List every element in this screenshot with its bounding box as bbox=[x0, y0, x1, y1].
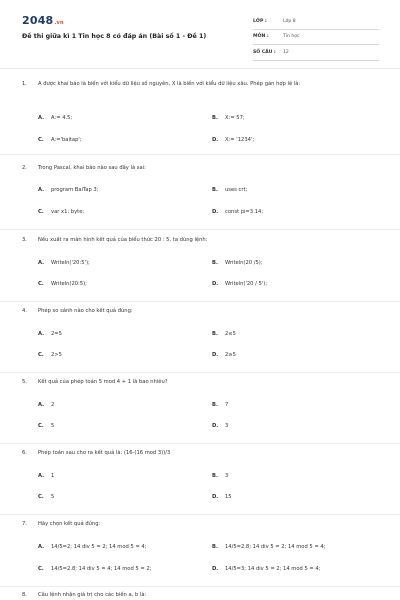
option-label: C. bbox=[38, 423, 44, 429]
option-text: X:= '1234'; bbox=[225, 137, 255, 143]
option-c[interactable] bbox=[38, 423, 54, 429]
option-b[interactable] bbox=[212, 260, 263, 266]
option-b[interactable] bbox=[212, 331, 236, 337]
question-number: 2. bbox=[22, 165, 27, 171]
question-7 bbox=[22, 521, 378, 572]
exam-title: Đề thi giữa kì 1 Tin học 8 có đáp án (Bài số 1 - Đề 1) bbox=[22, 33, 207, 40]
option-text: 2>5 bbox=[51, 352, 62, 358]
question-divider bbox=[0, 586, 400, 587]
meta-label: LỚP : bbox=[253, 18, 267, 24]
question-1 bbox=[22, 81, 378, 143]
option-text: Writeln(20 /5); bbox=[225, 260, 263, 266]
question-3 bbox=[22, 237, 378, 287]
option-text: Writeln('20:5'); bbox=[51, 260, 90, 266]
logo-text: 2048 bbox=[22, 14, 54, 27]
header-divider bbox=[0, 68, 400, 69]
option-text: Writeln(20:5); bbox=[51, 281, 87, 287]
page-header bbox=[0, 0, 400, 62]
option-b[interactable] bbox=[212, 544, 325, 550]
option-text: 2≥5 bbox=[225, 352, 236, 358]
option-label: A. bbox=[38, 187, 45, 193]
option-d[interactable] bbox=[212, 494, 232, 500]
option-d[interactable] bbox=[212, 352, 236, 358]
question-number: 3. bbox=[22, 237, 27, 243]
question-text: Phép toán sau cho ra kết quả là: (16-(16 mod 3))/3 bbox=[38, 450, 171, 456]
question-text: A được khai báo là biến với kiểu dữ liệu số nguyên, X là biến với kiểu dữ liệu xâu. Phép gán hợp lệ là: bbox=[38, 81, 301, 87]
meta-value: 12 bbox=[283, 49, 289, 55]
option-label: B. bbox=[212, 402, 218, 408]
option-label: A. bbox=[38, 544, 45, 550]
meta-count-row bbox=[253, 45, 379, 61]
option-text: 1 bbox=[51, 473, 55, 479]
option-a[interactable] bbox=[38, 473, 54, 479]
option-label: D. bbox=[212, 566, 219, 572]
question-number: 4. bbox=[22, 308, 27, 314]
option-d[interactable] bbox=[212, 209, 263, 215]
question-number: 7. bbox=[22, 521, 27, 527]
question-divider bbox=[0, 443, 400, 444]
meta-value: Lớp 8 bbox=[283, 18, 296, 24]
option-c[interactable] bbox=[38, 566, 151, 572]
option-text: X:= 57; bbox=[225, 115, 245, 121]
option-b[interactable] bbox=[212, 187, 247, 193]
option-b[interactable] bbox=[212, 402, 228, 408]
option-text: 14/5=2.8; 14 div 5 = 2; 14 mod 5 = 4; bbox=[225, 544, 326, 550]
option-b[interactable] bbox=[212, 115, 245, 121]
option-a[interactable] bbox=[38, 187, 98, 193]
option-a[interactable] bbox=[38, 331, 62, 337]
question-text: Phép so sánh nào cho kết quả đúng: bbox=[38, 308, 133, 314]
logo-domain: .vn bbox=[54, 20, 64, 26]
option-text: 3 bbox=[225, 423, 229, 429]
option-label: A. bbox=[38, 115, 45, 121]
option-text: 7 bbox=[225, 402, 229, 408]
option-text: 14/5=2.8; 14 div 5 = 4; 14 mod 5 = 2; bbox=[51, 566, 152, 572]
question-divider bbox=[0, 301, 400, 302]
option-text: 5 bbox=[51, 494, 55, 500]
question-text: Trong Pascal, khai báo nào sau đây là sai: bbox=[38, 165, 146, 171]
option-a[interactable] bbox=[38, 544, 146, 550]
option-text: 2≤5 bbox=[225, 331, 236, 337]
option-b[interactable] bbox=[212, 473, 228, 479]
option-text: 5 bbox=[51, 423, 55, 429]
question-number: 6. bbox=[22, 450, 27, 456]
option-c[interactable] bbox=[38, 281, 87, 287]
option-text: 14/5=2; 14 div 5 = 2; 14 mod 5 = 4; bbox=[51, 544, 147, 550]
option-text: uses crt; bbox=[225, 187, 248, 193]
option-text: var x1: byte; bbox=[51, 209, 85, 215]
option-text: 2=5 bbox=[51, 331, 62, 337]
option-label: B. bbox=[212, 187, 218, 193]
option-text: 3 bbox=[225, 473, 229, 479]
option-c[interactable] bbox=[38, 209, 84, 215]
option-text: 2 bbox=[51, 402, 55, 408]
option-label: C. bbox=[38, 566, 44, 572]
question-4 bbox=[22, 308, 378, 358]
option-label: A. bbox=[38, 473, 45, 479]
option-label: A. bbox=[38, 260, 45, 266]
option-label: B. bbox=[212, 115, 218, 121]
question-text: Nếu xuất ra màn hình kết quả của biểu thức 20 : 5, ta dùng lệnh: bbox=[38, 237, 208, 243]
option-a[interactable] bbox=[38, 402, 54, 408]
option-d[interactable] bbox=[212, 423, 228, 429]
option-a[interactable] bbox=[38, 115, 72, 121]
option-text: A:= 4.5; bbox=[51, 115, 73, 121]
option-text: Writeln('20 / 5'); bbox=[225, 281, 268, 287]
question-6 bbox=[22, 450, 378, 500]
question-divider bbox=[0, 372, 400, 373]
option-text: A:='baitap'; bbox=[51, 137, 82, 143]
option-label: D. bbox=[212, 352, 219, 358]
option-label: D. bbox=[212, 281, 219, 287]
option-label: B. bbox=[212, 331, 218, 337]
question-text: Hãy chọn kết quả đúng: bbox=[38, 521, 101, 527]
meta-label: MÔN : bbox=[253, 34, 269, 40]
site-logo[interactable] bbox=[22, 14, 64, 27]
question-divider bbox=[0, 514, 400, 515]
option-label: B. bbox=[212, 544, 218, 550]
question-number: 5. bbox=[22, 379, 27, 385]
option-label: A. bbox=[38, 402, 45, 408]
meta-label: SỐ CÂU : bbox=[253, 49, 276, 55]
option-label: D. bbox=[212, 423, 219, 429]
option-d[interactable] bbox=[212, 281, 267, 287]
option-label: C. bbox=[38, 281, 44, 287]
option-a[interactable] bbox=[38, 260, 90, 266]
option-label: B. bbox=[212, 473, 218, 479]
option-label: A. bbox=[38, 331, 45, 337]
question-8 bbox=[22, 592, 378, 600]
option-text: program BaiTap 3; bbox=[51, 187, 99, 193]
question-5 bbox=[22, 379, 378, 429]
option-label: D. bbox=[212, 137, 219, 143]
question-number: 1. bbox=[22, 81, 27, 87]
question-text: Câu lệnh nhận giá trị cho các biến a, b là: bbox=[38, 592, 147, 598]
option-label: C. bbox=[38, 352, 44, 358]
question-divider bbox=[0, 229, 400, 230]
meta-value: Tin học bbox=[283, 34, 300, 40]
option-text: 15 bbox=[225, 494, 232, 500]
option-d[interactable] bbox=[212, 566, 320, 572]
option-label: C. bbox=[38, 494, 44, 500]
option-c[interactable] bbox=[38, 352, 62, 358]
option-c[interactable] bbox=[38, 494, 54, 500]
exam-meta bbox=[253, 14, 379, 61]
option-label: B. bbox=[212, 260, 218, 266]
question-2 bbox=[22, 165, 378, 215]
option-d[interactable] bbox=[212, 137, 254, 143]
option-text: const pi=3.14; bbox=[225, 209, 264, 215]
option-label: D. bbox=[212, 494, 219, 500]
option-c[interactable] bbox=[38, 137, 82, 143]
meta-class-row bbox=[253, 14, 379, 30]
meta-subject-row bbox=[253, 30, 379, 46]
question-divider bbox=[0, 154, 400, 155]
question-number: 8. bbox=[22, 592, 27, 598]
option-label: C. bbox=[38, 209, 44, 215]
option-label: D. bbox=[212, 209, 219, 215]
option-text: 14/5=3; 14 div 5 = 2; 14 mod 5 = 4; bbox=[225, 566, 321, 572]
option-label: C. bbox=[38, 137, 44, 143]
question-text: Kết quả của phép toán 5 mod 4 + 1 là bao nhiêu? bbox=[38, 379, 168, 385]
